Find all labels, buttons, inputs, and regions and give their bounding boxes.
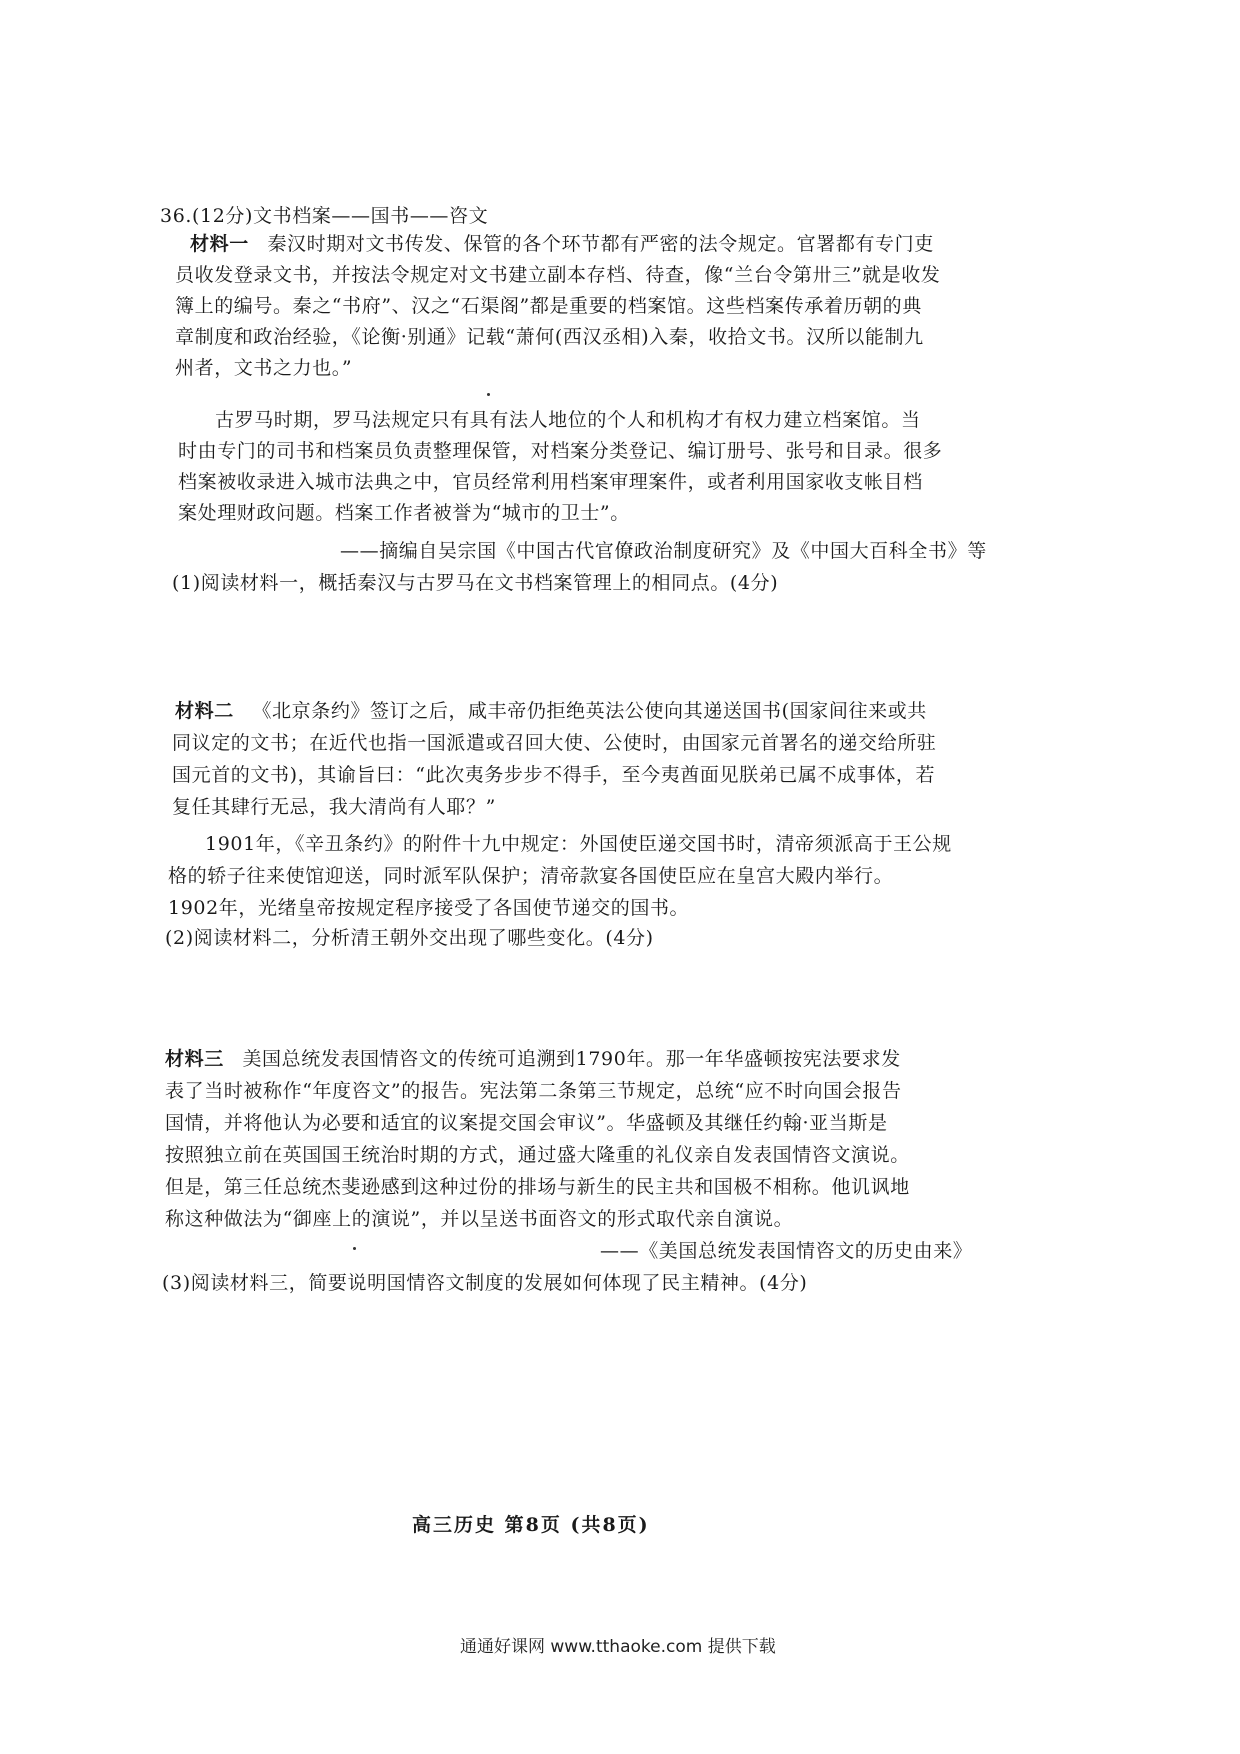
material1-line: 档案被收录进入城市法典之中，官员经常利用档案审理案件，或者利用国家收支帐目档 (178, 471, 923, 493)
material3-line: 国情，并将他认为必要和适宜的议案提交国会审议”。华盛顿及其继任约翰·亚当斯是 (165, 1112, 888, 1134)
material3-label: 材料三 (165, 1048, 224, 1070)
question-3: (3)阅读材料三，简要说明国情咨文制度的发展如何体现了民主精神。(4分) (162, 1272, 808, 1294)
question-1: (1)阅读材料一，概括秦汉与古罗马在文书档案管理上的相同点。(4分) (172, 572, 779, 594)
material1-line: 员收发登录文书，并按法令规定对文书建立副本存档、待查，像“兰台令第卅三”就是收发 (175, 264, 941, 286)
material2-line: 1901年，《辛丑条约》的附件十九中规定：外国使臣递交国书时，清帝须派高于王公规 (205, 833, 952, 855)
material1-line: 案处理财政问题。档案工作者被誉为“城市的卫士”。 (178, 502, 630, 524)
material1-line: 古罗马时期，罗马法规定只有具有法人地位的个人和机构才有权力建立档案馆。当 (215, 409, 921, 431)
material2-line: 复任其肆行无忌，我大清尚有人耶？” (172, 796, 496, 818)
material2-line: 1902年，光绪皇帝按规定程序接受了各国使节递交的国书。 (168, 897, 690, 919)
material3-line: 表了当时被称作“年度咨文”的报告。宪法第二条第三节规定，总统“应不时向国会报告 (165, 1080, 902, 1102)
material3-line: 称这种做法为“御座上的演说”，并以呈送书面咨文的形式取代亲自演说。 (165, 1208, 794, 1230)
material3-line: 但是，第三任总统杰斐逊感到这种过份的排场与新生的民主共和国极不相称。他讥讽地 (165, 1176, 910, 1198)
material2-line: 格的轿子往来使馆迎送，同时派军队保护；清帝款宴各国使臣应在皇宫大殿内举行。 (168, 865, 894, 887)
material1-line: 簿上的编号。秦之“书府”、汉之“石渠阁”都是重要的档案馆。这些档案传承着历朝的典 (175, 295, 922, 317)
question-2: (2)阅读材料二，分析清王朝外交出现了哪些变化。(4分) (165, 927, 654, 949)
scan-speck (487, 393, 490, 396)
page-footer: 高三历史 第8页 (共8页) (412, 1514, 650, 1536)
material2-label: 材料二 (175, 700, 234, 722)
material3-line-1 (165, 1046, 901, 1072)
material3-text: 美国总统发表国情咨文的传统可追溯到1790年。那一年华盛顿按宪法要求发 (242, 1048, 901, 1070)
material1-source: ——摘编自吴宗国《中国古代官僚政治制度研究》及《中国大百科全书》等 (340, 540, 987, 562)
material2-line: 国元首的文书)，其谕旨曰：“此次夷务步步不得手，至今夷酋面见朕弟已属不成事体，若 (172, 764, 936, 786)
question-header: 36.(12分)文书档案——国书——咨文 (160, 205, 489, 227)
material2-line-1 (175, 698, 927, 724)
material2-text: 《北京条约》签订之后，咸丰帝仍拒绝英法公使向其递送国书(国家间往来或共 (252, 700, 927, 722)
material1-line: 章制度和政治经验，《论衡·别通》记载“萧何(西汉丞相)入秦，收拾文书。汉所以能制九 (175, 326, 924, 348)
material3-line: 按照独立前在英国国王统治时期的方式，通过盛大隆重的礼仪亲自发表国情咨文演说。 (165, 1144, 910, 1166)
scan-speck (353, 1247, 356, 1250)
material2-line: 同议定的文书；在近代也指一国派遣或召回大使、公使时，由国家元首署名的递交给所驻 (172, 732, 937, 754)
material1-text: 秦汉时期对文书传发、保管的各个环节都有严密的法令规定。官署都有专门吏 (267, 233, 934, 255)
watermark-text: 通通好课网 www.tthaoke.com 提供下载 (460, 1637, 776, 1657)
material1-line-1 (190, 231, 934, 257)
material3-source: ——《美国总统发表国情咨文的历史由来》 (600, 1240, 973, 1262)
material1-line: 时由专门的司书和档案员负责整理保管，对档案分类登记、编订册号、张号和目录。很多 (178, 440, 943, 462)
material1-line: 州者，文书之力也。” (175, 357, 353, 379)
material1-label: 材料一 (190, 233, 249, 255)
